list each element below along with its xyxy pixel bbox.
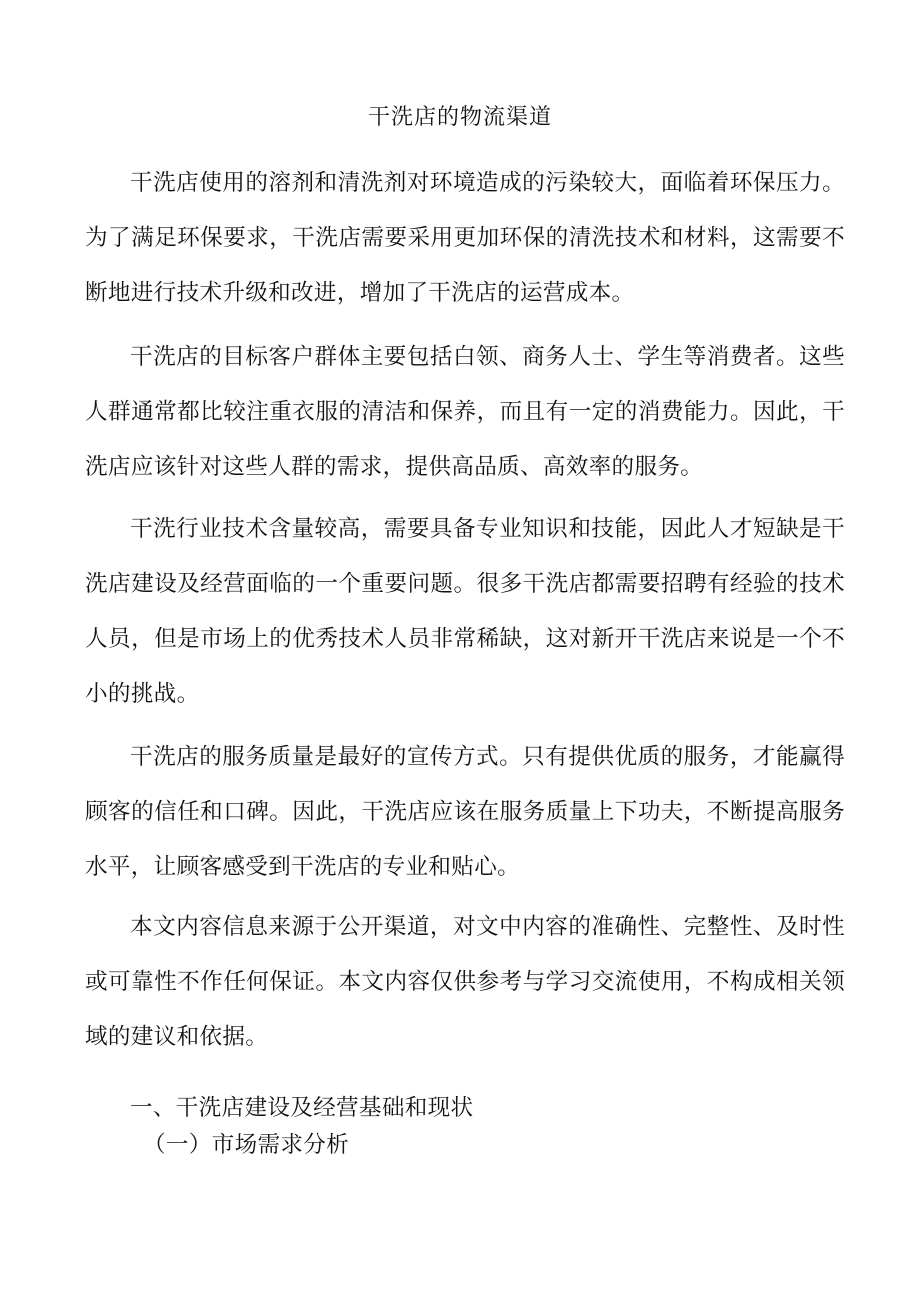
paragraph-environmental-pressure: 干洗店使用的溶剂和清洗剂对环境造成的污染较大，面临着环保压力。为了满足环保要求，干洗店需要采用更加环保的清洗技术和材料，这需要不断地进行技术升级和改进，增加了干洗店的运营成本。 (85, 170, 845, 306)
paragraph-service-quality: 干洗店的服务质量是最好的宣传方式。只有提供优质的服务，才能赢得顾客的信任和口碑。因此，干洗店应该在服务质量上下功夫，不断提高服务水平，让顾客感受到干洗店的专业和贴心。 (85, 744, 845, 880)
section-heading: 一、干洗店建设及经营基础和现状 (130, 1095, 474, 1121)
paragraph-target-customers: 干洗店的目标客户群体主要包括白领、商务人士、学生等消费者。这些人群通常都比较注重衣服的清洁和保养，而且有一定的消费能力。因此，干洗店应该针对这些人群的需求，提供高品质、高效率的服务。 (85, 344, 845, 480)
paragraph-talent-shortage: 干洗行业技术含量较高，需要具备专业知识和技能，因此人才短缺是干洗店建设及经营面临的一个重要问题。很多干洗店都需要招聘有经验的技术人员，但是市场上的优秀技术人员非常稀缺，这对新开干洗店来说是一个不小的挑战。 (85, 516, 845, 707)
document-title: 干洗店的物流渠道 (367, 105, 552, 130)
subsection-heading: （一）市场需求分析 (143, 1132, 350, 1158)
paragraph-disclaimer: 本文内容信息来源于公开渠道，对文中内容的准确性、完整性、及时性或可靠性不作任何保证。本文内容仅供参考与学习交流使用，不构成相关领域的建议和依据。 (85, 914, 845, 1050)
